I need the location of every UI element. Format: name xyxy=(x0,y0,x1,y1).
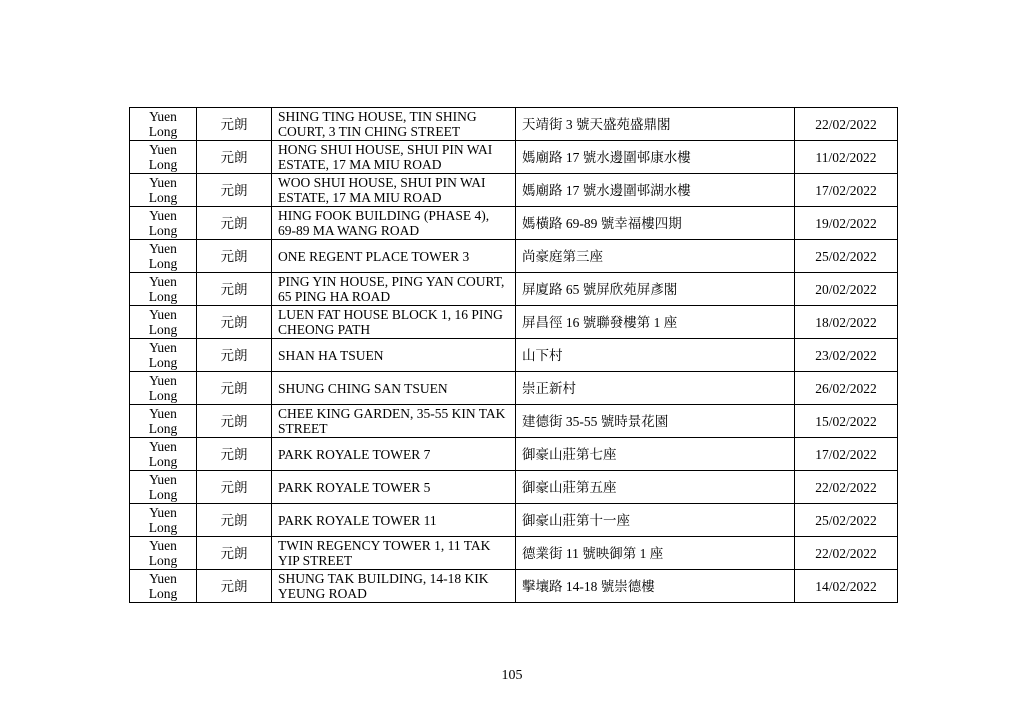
district-zh-cell: 元朗 xyxy=(197,570,272,603)
table-row xyxy=(130,438,898,471)
district-en-cell: Yuen Long xyxy=(130,273,197,306)
district-en-cell: Yuen Long xyxy=(130,339,197,372)
address-zh-cell: 御豪山莊第五座 xyxy=(516,471,795,504)
table-row xyxy=(130,405,898,438)
district-en-cell: Yuen Long xyxy=(130,306,197,339)
district-en-cell: Yuen Long xyxy=(130,207,197,240)
address-zh-cell: 建德街 35-55 號時景花園 xyxy=(516,405,795,438)
address-en-cell: PARK ROYALE TOWER 7 xyxy=(272,438,516,471)
address-en-cell: PARK ROYALE TOWER 11 xyxy=(272,504,516,537)
district-zh-cell: 元朗 xyxy=(197,174,272,207)
address-zh-cell: 山下村 xyxy=(516,339,795,372)
district-en-cell: Yuen Long xyxy=(130,471,197,504)
district-zh-cell: 元朗 xyxy=(197,108,272,141)
address-zh-cell: 媽橫路 69-89 號幸福樓四期 xyxy=(516,207,795,240)
date-cell: 17/02/2022 xyxy=(795,438,898,471)
address-zh-cell: 屏廈路 65 號屏欣苑屏彥閣 xyxy=(516,273,795,306)
page-number: 105 xyxy=(501,668,523,683)
table-row xyxy=(130,306,898,339)
date-cell: 19/02/2022 xyxy=(795,207,898,240)
district-zh-cell: 元朗 xyxy=(197,306,272,339)
district-en-cell: Yuen Long xyxy=(130,537,197,570)
district-en-cell: Yuen Long xyxy=(130,174,197,207)
address-en-cell: SHUNG CHING SAN TSUEN xyxy=(272,372,516,405)
address-zh-cell: 屏昌徑 16 號聯發樓第 1 座 xyxy=(516,306,795,339)
address-en-cell: SHING TING HOUSE, TIN SHING COURT, 3 TIN CHING STREET xyxy=(272,108,516,141)
date-cell: 23/02/2022 xyxy=(795,339,898,372)
address-zh-cell: 媽廟路 17 號水邊圍邨康水樓 xyxy=(516,141,795,174)
table-row xyxy=(130,372,898,405)
district-en-cell: Yuen Long xyxy=(130,108,197,141)
address-zh-cell: 媽廟路 17 號水邊圍邨湖水樓 xyxy=(516,174,795,207)
address-en-cell: SHUNG TAK BUILDING, 14-18 KIK YEUNG ROAD xyxy=(272,570,516,603)
table-row xyxy=(130,240,898,273)
address-en-cell: WOO SHUI HOUSE, SHUI PIN WAI ESTATE, 17 MA MIU ROAD xyxy=(272,174,516,207)
address-en-cell: LUEN FAT HOUSE BLOCK 1, 16 PING CHEONG PATH xyxy=(272,306,516,339)
district-en-cell: Yuen Long xyxy=(130,570,197,603)
table-row xyxy=(130,273,898,306)
address-en-cell: HONG SHUI HOUSE, SHUI PIN WAI ESTATE, 17 MA MIU ROAD xyxy=(272,141,516,174)
table-row xyxy=(130,108,898,141)
address-en-cell: PING YIN HOUSE, PING YAN COURT, 65 PING HA ROAD xyxy=(272,273,516,306)
table-row xyxy=(130,207,898,240)
table-row xyxy=(130,570,898,603)
date-cell: 22/02/2022 xyxy=(795,537,898,570)
address-zh-cell: 尚豪庭第三座 xyxy=(516,240,795,273)
address-zh-cell: 御豪山莊第十一座 xyxy=(516,504,795,537)
district-en-cell: Yuen Long xyxy=(130,240,197,273)
district-en-cell: Yuen Long xyxy=(130,372,197,405)
district-zh-cell: 元朗 xyxy=(197,207,272,240)
address-en-cell: HING FOOK BUILDING (PHASE 4), 69-89 MA WANG ROAD xyxy=(272,207,516,240)
date-cell: 20/02/2022 xyxy=(795,273,898,306)
district-en-cell: Yuen Long xyxy=(130,438,197,471)
district-en-cell: Yuen Long xyxy=(130,141,197,174)
table-row xyxy=(130,339,898,372)
table-row xyxy=(130,537,898,570)
date-cell: 22/02/2022 xyxy=(795,471,898,504)
address-en-cell: CHEE KING GARDEN, 35-55 KIN TAK STREET xyxy=(272,405,516,438)
address-zh-cell: 崇正新村 xyxy=(516,372,795,405)
district-zh-cell: 元朗 xyxy=(197,504,272,537)
address-en-cell: ONE REGENT PLACE TOWER 3 xyxy=(272,240,516,273)
table-row xyxy=(130,174,898,207)
date-cell: 18/02/2022 xyxy=(795,306,898,339)
date-cell: 26/02/2022 xyxy=(795,372,898,405)
date-cell: 22/02/2022 xyxy=(795,108,898,141)
date-cell: 15/02/2022 xyxy=(795,405,898,438)
district-zh-cell: 元朗 xyxy=(197,141,272,174)
district-zh-cell: 元朗 xyxy=(197,339,272,372)
date-cell: 17/02/2022 xyxy=(795,174,898,207)
district-zh-cell: 元朗 xyxy=(197,273,272,306)
district-zh-cell: 元朗 xyxy=(197,240,272,273)
address-zh-cell: 御豪山莊第七座 xyxy=(516,438,795,471)
district-en-cell: Yuen Long xyxy=(130,504,197,537)
address-en-cell: SHAN HA TSUEN xyxy=(272,339,516,372)
date-cell: 11/02/2022 xyxy=(795,141,898,174)
district-zh-cell: 元朗 xyxy=(197,471,272,504)
date-cell: 25/02/2022 xyxy=(795,240,898,273)
address-zh-cell: 擊壤路 14-18 號崇德樓 xyxy=(516,570,795,603)
address-en-cell: TWIN REGENCY TOWER 1, 11 TAK YIP STREET xyxy=(272,537,516,570)
address-en-cell: PARK ROYALE TOWER 5 xyxy=(272,471,516,504)
address-zh-cell: 天靖街 3 號天盛苑盛鼎閣 xyxy=(516,108,795,141)
date-cell: 14/02/2022 xyxy=(795,570,898,603)
district-zh-cell: 元朗 xyxy=(197,405,272,438)
address-zh-cell: 德業街 11 號映御第 1 座 xyxy=(516,537,795,570)
district-zh-cell: 元朗 xyxy=(197,537,272,570)
table-row xyxy=(130,504,898,537)
table-row xyxy=(130,141,898,174)
date-cell: 25/02/2022 xyxy=(795,504,898,537)
district-en-cell: Yuen Long xyxy=(130,405,197,438)
table-row xyxy=(130,471,898,504)
district-zh-cell: 元朗 xyxy=(197,438,272,471)
district-zh-cell: 元朗 xyxy=(197,372,272,405)
address-table xyxy=(129,107,898,603)
